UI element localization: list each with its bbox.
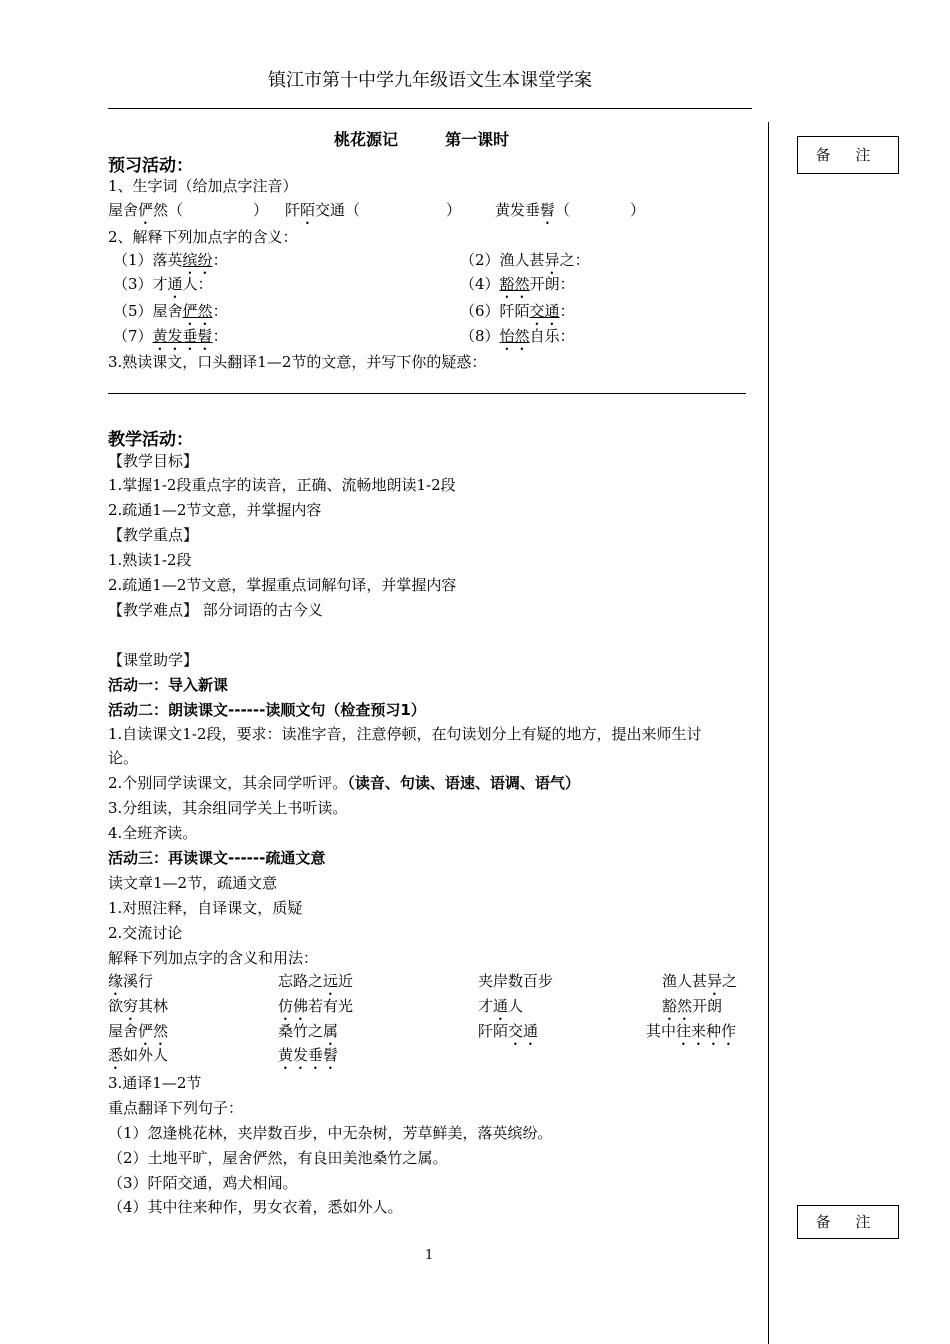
word-r1c1: 缘溪行 [108, 972, 154, 990]
preview-answer-line [108, 393, 746, 394]
activity-1: 活动一：导入新课 [108, 676, 229, 694]
word-r3c2: 桑竹之属 [278, 1022, 339, 1040]
school-title: 镇江市第十中学九年级语文生本课堂学案 [268, 70, 592, 91]
sentence-4: （4）其中往来种作，男女衣着，悉如外人。 [108, 1198, 403, 1216]
lesson-title [334, 127, 509, 150]
word-r4c1: 悉如外人 [108, 1046, 169, 1064]
margin-rule [768, 122, 769, 1344]
word-r3c1: 屋舍俨然 [108, 1022, 169, 1040]
q2-item-1: （1）落英缤纷： [113, 251, 228, 269]
activity-3-step-2: 2.交流讨论 [108, 924, 183, 942]
teaching-heading: 教学活动： [108, 430, 193, 450]
preview-q1: 1、生字词（给加点字注音） [108, 177, 298, 195]
activity-2-step-2-text: 2.个别同学读课文，其余同学听评。 [108, 774, 348, 792]
word-r2c1: 欲穷其林 [108, 997, 169, 1015]
activity-2-step-2 [108, 771, 580, 795]
q2-item-7: （7）黄发垂髫： [113, 327, 228, 345]
q2-item-3: （3）才通人： [113, 275, 213, 293]
q2-item-8: （8）怡然自乐： [460, 327, 575, 345]
activity-3: 活动三：再读课文------疏通文意 [108, 849, 326, 867]
preview-q2: 2、解释下列加点字的含义： [108, 228, 298, 246]
activity-2-step-4: 4.全班齐读。 [108, 824, 198, 842]
word-r2c4: 豁然开朗 [662, 997, 723, 1015]
header-rule [108, 108, 752, 109]
pinyin-item-2: 阡陌交通（ ） [285, 201, 462, 219]
difficulty: 【教学难点】 部分词语的古今义 [108, 601, 323, 619]
pinyin-item-1: 屋舍俨然（ [108, 201, 184, 219]
key-2: 2.疏通1—2节文意，掌握重点词解句译，并掌握内容 [108, 576, 457, 594]
q2-item-6: （6）阡陌交通： [460, 302, 575, 320]
activity-2-step-2-focus: （读音、句读、语速、语调、语气） [347, 774, 580, 792]
activity-2: 活动二：朗读课文------读顺文句（检查预习1） [108, 701, 426, 719]
word-r2c2: 仿佛若有光 [278, 997, 354, 1015]
goal-1: 1.掌握1-2段重点字的读音，正确、流畅地朗读1-2段 [108, 476, 456, 494]
activity-2-step-3: 3.分组读，其余组同学关上书听读。 [108, 799, 348, 817]
sentence-3: （3）阡陌交通，鸡犬相闻。 [108, 1174, 298, 1192]
goals-label: 【教学目标】 [108, 452, 199, 470]
word-r3c4: 其中往来种作 [646, 1022, 737, 1040]
activity-3-intro: 读文章1—2节，疏通文意 [108, 874, 278, 892]
activity-2-step-1a: 1.自读课文1-2段，要求：读准字音，注意停顿，在句读划分上有疑的地方，提出来师生讨 [108, 725, 702, 743]
help-label: 【课堂助学】 [108, 651, 199, 669]
preview-heading: 预习活动： [108, 156, 193, 176]
word-r1c4: 渔人甚异之 [662, 972, 738, 990]
key-1: 1.熟读1-2段 [108, 551, 192, 569]
preview-q3: 3.熟读课文，口头翻译1—2节的文意，并写下你的疑惑： [108, 353, 487, 371]
activity-3-step-1: 1.对照注释，自译课文，质疑 [108, 899, 303, 917]
sentence-2: （2）土地平旷，屋舍俨然，有良田美池桑竹之属。 [108, 1149, 448, 1167]
word-r1c2: 忘路之远近 [278, 972, 354, 990]
page-number: 1 [425, 1248, 434, 1263]
q2-item-4: （4）豁然开朗： [460, 275, 575, 293]
lesson-period: 第一课时 [445, 130, 510, 149]
word-r2c3: 才通人 [478, 997, 524, 1015]
q2-item-5: （5）屋舍俨然： [113, 302, 228, 320]
goal-2: 2.疏通1—2节文意，并掌握内容 [108, 501, 322, 519]
q2-item-2: （2）渔人甚异之： [460, 251, 590, 269]
activity-2-step-1b: 论。 [108, 749, 139, 767]
word-r3c3: 阡陌交通 [478, 1022, 539, 1040]
activity-3-step-3: 3.通译1—2节 [108, 1074, 202, 1092]
word-r4c2: 黄发垂髫 [278, 1046, 339, 1064]
word-r1c3: 夹岸数百步 [478, 972, 554, 990]
lesson-name: 桃花源记 [334, 130, 399, 149]
key-label: 【教学重点】 [108, 526, 199, 544]
preview-q1-items: 屋舍俨然（ ） [108, 201, 269, 219]
pinyin-item-3: 黄发垂髫（ ） [495, 201, 646, 219]
sentence-1: （1）忽逢桃花林，夹岸数百步，中无杂树，芳草鲜美，落英缤纷。 [108, 1124, 553, 1142]
note-box-bottom: 备 注 [797, 1205, 899, 1239]
activity-3-step-3b: 重点翻译下列句子： [108, 1099, 244, 1117]
activity-3-step-2b: 解释下列加点字的含义和用法： [108, 949, 319, 967]
note-box-top: 备 注 [797, 136, 899, 174]
